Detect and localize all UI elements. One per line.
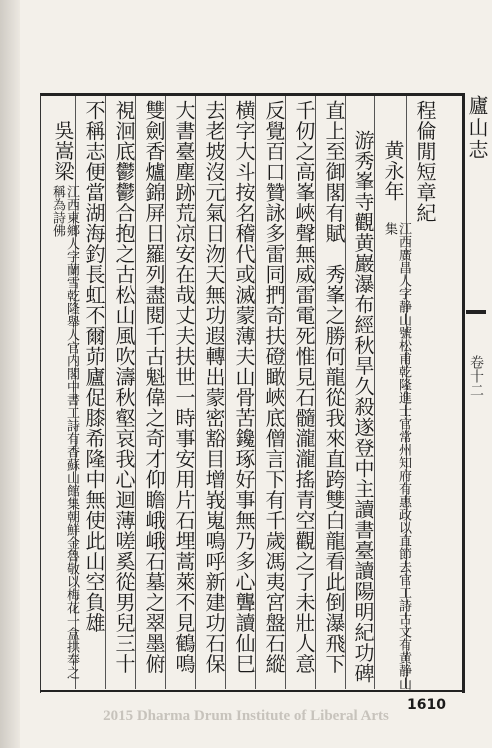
author-name-wu: 吳嵩梁 [51, 120, 75, 182]
text-column-3: 游秀峯寺觀黄巖瀑布經秋旱久殺遂登中主讀書臺讀陽明紀功碑 [351, 130, 375, 684]
margin-divider [466, 310, 486, 314]
text-column-8: 去老坡沒元氣日沕天無功遐轉出蒙密豁目增峩嵬鳴呼新建功石保 [202, 100, 226, 674]
text-column-9: 大書臺塵跡荒凉安在哉丈夫扶世一時事安用片石埋蒿萊不見鶴鳴 [172, 100, 196, 674]
text-column-5: 千仞之高峯峽聲無威雷電死惟見石髓瀧瀧搖青空觀之了未壯人意 [292, 100, 316, 674]
author-name-huang: 黄永年 [381, 140, 405, 202]
volume-label: 卷十二 [468, 355, 484, 397]
text-column-1: 程倫閒短章紀 [413, 100, 437, 223]
author-note-wu: 江西東鄉人字蘭雪乾隆舉人官内閣中書工詩有香蘇山館集朝鮮金魯敬以梅花一盒拱奉之稱為詩佛 [50, 185, 79, 679]
text-column-12: 不稱志便當湖海釣長虹不爾茆廬促膝希隆中無使此山空負雄 [82, 100, 106, 633]
text-column-4: 直上至御閣有賦 秀峯之勝何龍從我來直跨雙白龍看此倒瀑飛下 [322, 100, 346, 674]
author-note-huang: 江西廣昌人字静山號松甫乾隆進士官常州知府有惠政以直節去官工詩古文有黄静山集 [382, 222, 411, 690]
text-column-7: 横字大斗按名稽代或滅蒙薄夫山骨苦鑱琢好事無乃多心聾讀仙巳 [232, 100, 256, 674]
watermark: 2015 Dharma Drum Institute of Liberal Arts [103, 708, 389, 724]
text-column-11: 視洄底鬱鬱合抱之古松山風吹濤秋壑哀我心迴薄嗟奚從男兒三十 [112, 100, 136, 674]
book-title-margin: 廬山志 [465, 95, 489, 161]
text-column-10: 雙劍香爐錦屏日羅列盡閱千古魁偉之奇才仰瞻峨峨石墓之翠墨俯 [142, 100, 166, 674]
text-column-6: 反覺百口贊詠多雷同捫奇扶磴瞰峽底僧言下有千歲馮夷宮盤石縱 [262, 100, 286, 674]
page-number: 1610 [407, 697, 446, 713]
scan-edge [0, 0, 20, 748]
